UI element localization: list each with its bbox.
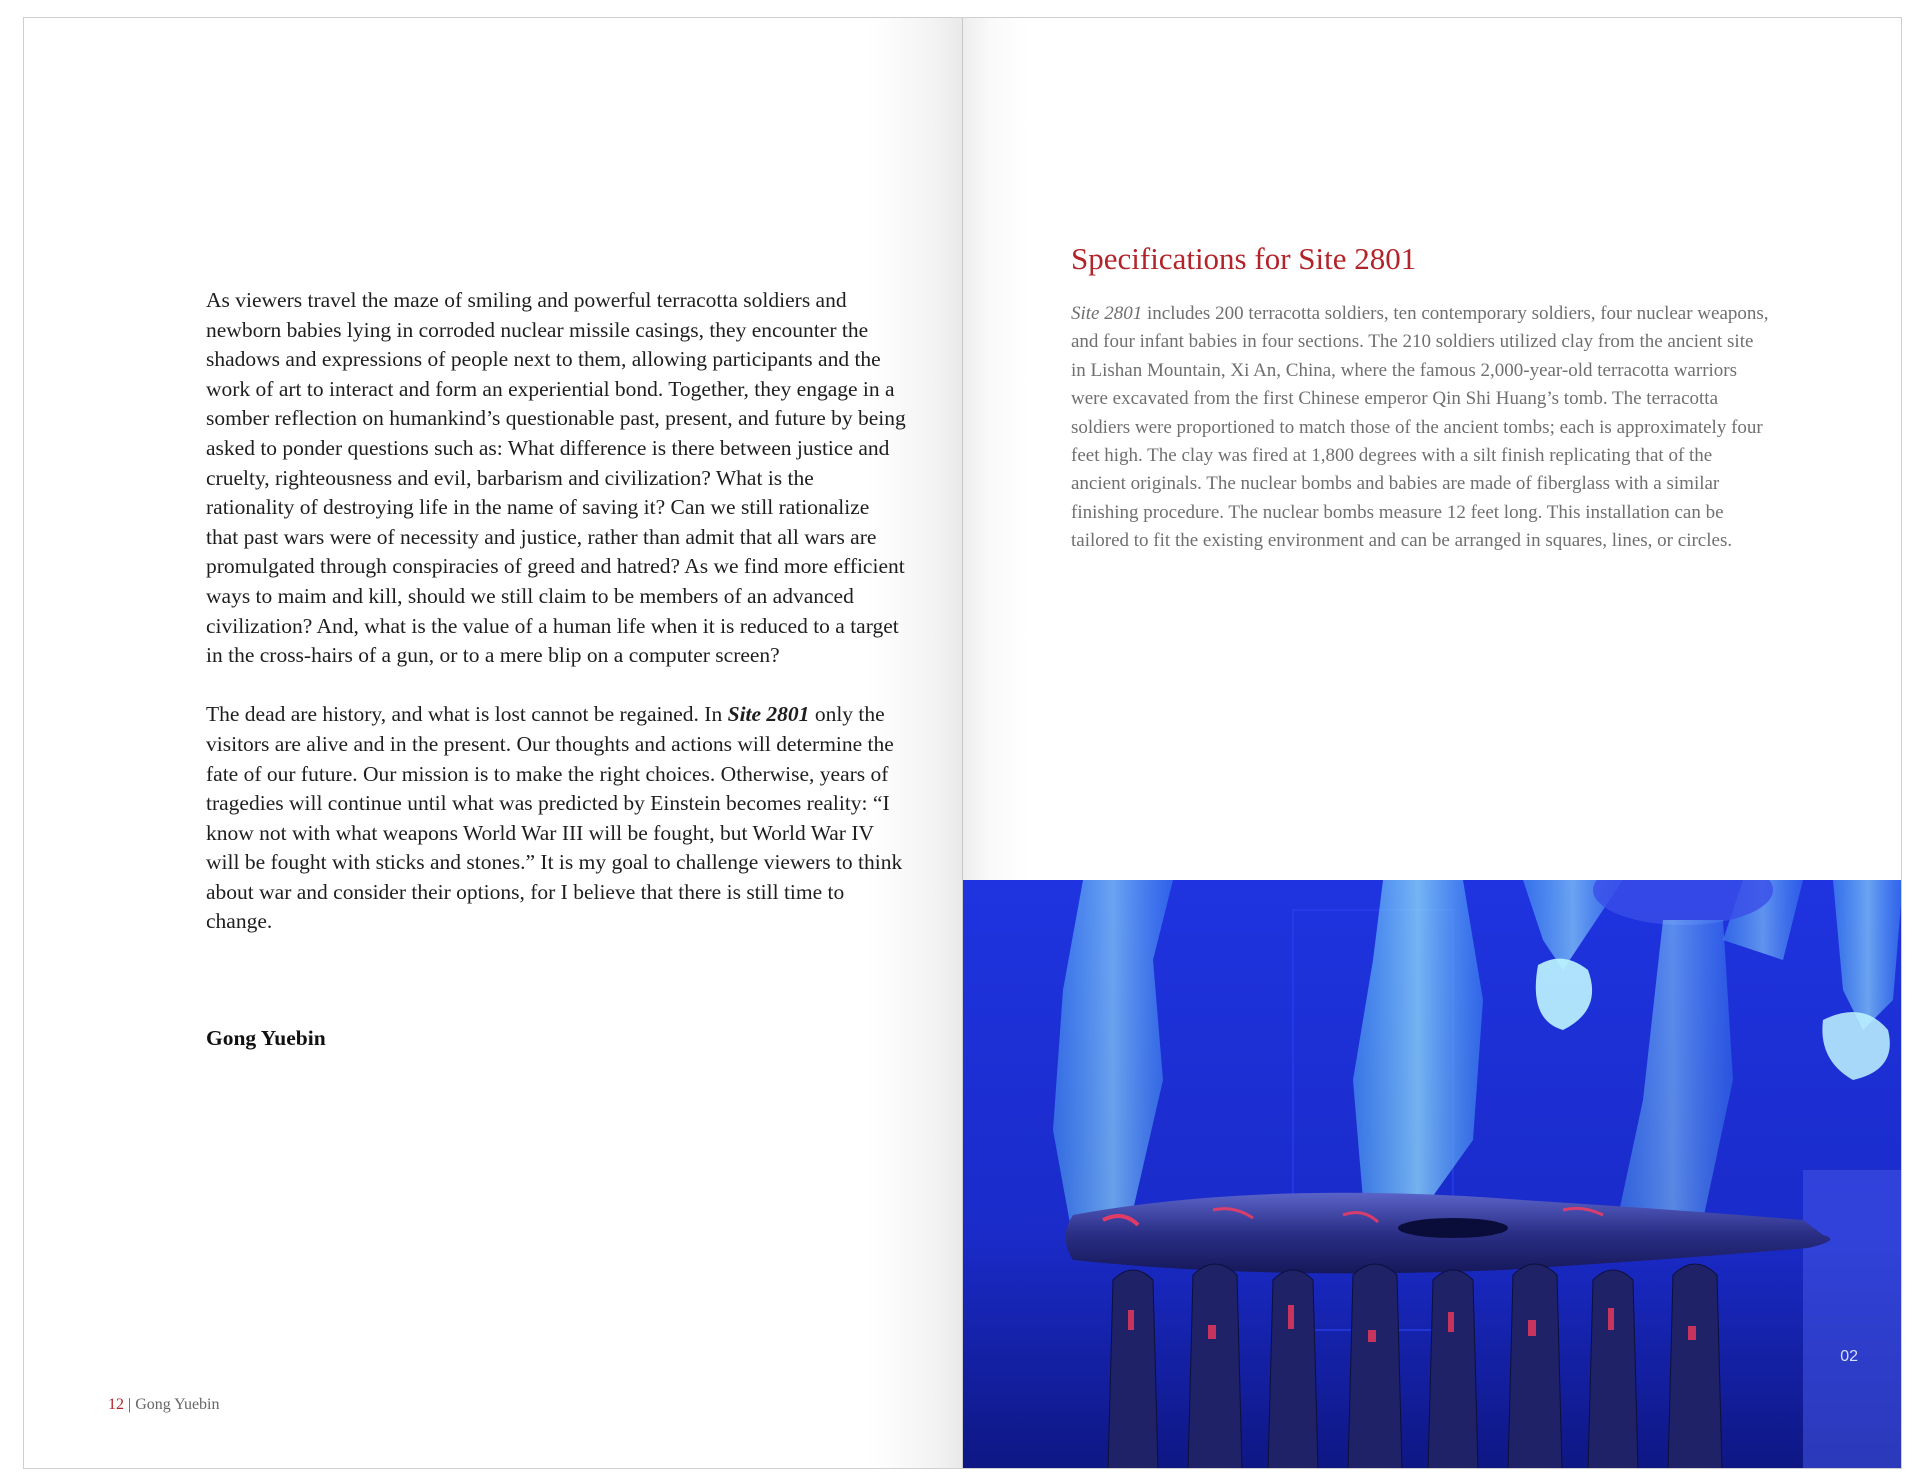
- installation-photo: [963, 880, 1902, 1468]
- specifications-text: [1071, 300, 1771, 556]
- specifications-heading: Specifications for Site 2801: [1071, 240, 1417, 276]
- essay-paragraph-2: [206, 700, 906, 937]
- photo-caption-number: 02: [1840, 1348, 1858, 1365]
- book-spread: [23, 17, 1902, 1469]
- essay-paragraph-1: As viewers travel the maze of smiling and powerful terracotta soldiers and newborn babies lying in corroded nuclear missile casings, they encounter the shadows and expressions of people next to them, allowing participants and the work of art to interact and form an experiential bond. Together, they engage in a somber reflection on humankind’s questionable past, present, and future by being asked to ponder questions such as: What difference is there between justice and cruelty, righteousness and evil, barbarism and civilization? What is the rationality of destroying life in the name of saving it? Can we still rationalize that past wars were of necessity and justice, rather than admit that all wars are promulgated through conspiracies of greed and hatred? As we find more efficient ways to maim and kill, should we still claim to be members of an advanced civilization? And, what is the value of a human life when it is reduced to a target in the cross-hairs of a gun, or to a mere blip on a computer screen?: [206, 288, 906, 668]
- paragraph-2-end: only the visitors are alive and in the present. Our thoughts and actions will determine the fate of our future. Our mission is to make the right choices. Otherwise, years of tragedies will continue until what was predicted by Einstein becomes reality: “I know not with what weapons World War III will be fought, but World War IV will be fought with sticks and stones.” It is my goal to challenge viewers to think about war and consider their options, for I believe that there is still time to change.: [206, 702, 903, 934]
- paragraph-2-start: The dead are history, and what is lost cannot be regained. In: [206, 702, 728, 727]
- author-signature: Gong Yuebin: [206, 1026, 326, 1050]
- essay-text: [206, 286, 906, 937]
- footer-separator: |: [128, 1396, 132, 1413]
- page-footer: [108, 1396, 220, 1414]
- right-page: [963, 18, 1902, 1468]
- artwork-title: Site 2801: [727, 702, 810, 727]
- installation-photo-illustration: [963, 880, 1902, 1468]
- spec-artwork-title: Site 2801: [1071, 303, 1143, 324]
- page-number: 12: [108, 1396, 124, 1413]
- left-page: [24, 18, 963, 1468]
- spec-body: includes 200 terracotta soldiers, ten contemporary soldiers, four nuclear weapons, and four infant babies in four sections. The 210 soldiers utilized clay from the ancient site in Lishan Mountain, Xi An, China, where the famous 2,000-year-old terracotta warriors were excavated from the first Chinese emperor Qin Shi Huang’s tomb. The terracotta soldiers were proportioned to match those of the ancient tombs; each is approximately four feet high. The clay was fired at 1,800 degrees with a silt finish replicating that of the ancient originals. The nuclear bombs and babies are made of fiberglass with a similar finishing procedure. The nuclear bombs measure 12 feet long. This installation can be tailored to fit the existing environment and can be arranged in squares, lines, or circles.: [1071, 303, 1769, 552]
- footer-running-head: Gong Yuebin: [135, 1396, 220, 1413]
